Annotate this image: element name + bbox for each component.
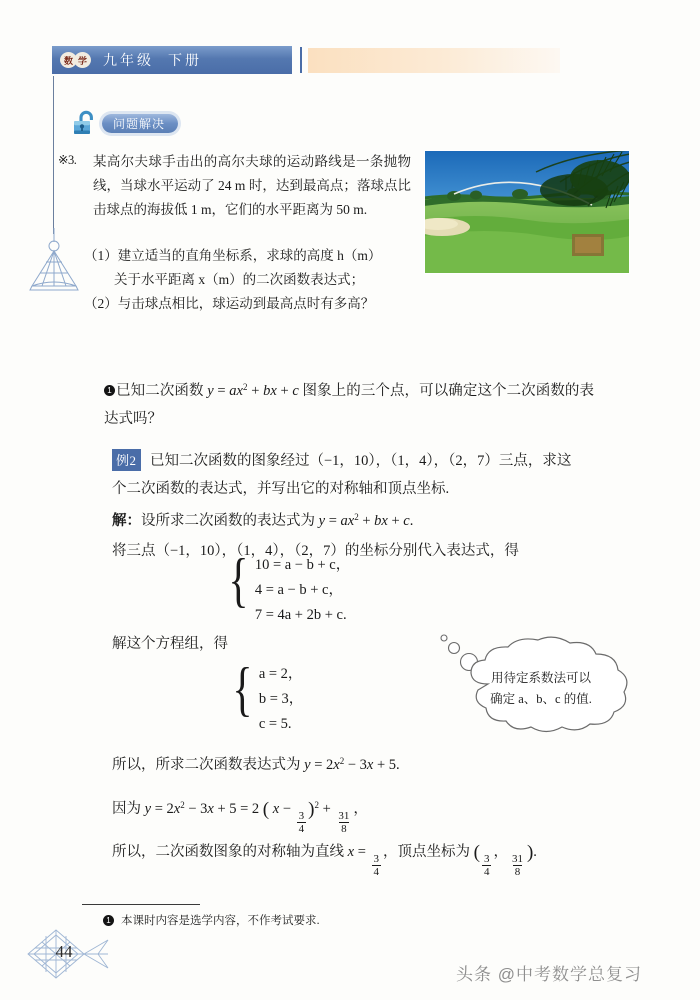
header-volume: 下册 <box>168 54 202 69</box>
question-formula: y <box>207 383 214 399</box>
solution-block <box>112 502 597 566</box>
problem-statement: 某高尔夫球手击出的高尔夫球的运动路线是一条抛物线，当球水平运动了 24 m 时，达到最高点；落球点比击球点的海拔低 1 m，它们的水平距离为 50 m. <box>93 154 411 217</box>
subject-logo-char-1: 数 <box>60 52 77 68</box>
page-number: 44 <box>55 942 73 961</box>
fraction-3-4-a: $\frac{3}{4}$ <box>298 810 305 835</box>
header-grade: 九年级 <box>103 54 154 69</box>
because-prefix: 因为 <box>112 801 145 817</box>
section-badge-label: 问题解决 <box>102 114 178 133</box>
example-line-1: 已知二次函数的图象经过（−1，10），（1，4），（2，7）三点，求这 <box>150 453 572 469</box>
problem-number: ※3. <box>58 153 77 167</box>
header-peach-bar <box>308 48 560 73</box>
problem-sub2: （2）与击球点相比，球运动到最高点时有多高？ <box>84 296 375 311</box>
subject-logo-char-2: 学 <box>74 52 91 68</box>
thought-bubble-text <box>466 668 616 710</box>
equation-system-1 <box>224 547 351 628</box>
left-brace-2: { <box>232 656 253 722</box>
problem-sub1-cont: 关于水平距离 x（m）的二次函数表达式； <box>114 272 365 287</box>
equation-1-row-1: 10 = a − b + c， <box>254 557 351 573</box>
header-divider <box>300 47 302 73</box>
problem-subquestions <box>84 244 414 316</box>
footnote-marker: 1 <box>103 915 114 926</box>
equation-system-2 <box>228 656 304 737</box>
fraction-3-4-b: $\frac{3}{4}$ <box>373 853 379 878</box>
final-prefix: 所以，二次函数图象的对称轴为直线 <box>112 844 348 860</box>
header-blue-bar <box>52 46 292 74</box>
example-badge: 例2 <box>112 449 141 471</box>
fraction-31-8-b: $\frac{31}{8}$ <box>511 853 523 878</box>
golf-course-illustration <box>424 150 630 274</box>
fraction-3-4-c: $\frac{3}{4}$ <box>483 853 490 878</box>
golf-course-photo <box>424 150 630 274</box>
vertex-form-line: 因为 $y = 2x^2 - 3x + 5 = 2$ ( x − $\frac{3}{4}$ )$^2$ + $\frac{31}{8}$ ， <box>112 799 368 835</box>
question-text-b: 图象上的三个点，可以确定这个二次函数的表达式吗？ <box>104 383 595 427</box>
solution-line-1: 解：设所求二次函数的表达式为 $y = ax^2$ + bx + c. <box>112 512 414 529</box>
footnote-text: 本课时内容是选学内容，不作考试要求. <box>121 915 320 927</box>
axis-vertex-line: 所以，二次函数图象的对称轴为直线 x = $\frac{3}{4}$ ，顶点坐标为 ( $\frac{3}{4}$ ， $\frac{31}{8}$ ). <box>112 842 537 878</box>
solution-setup-text: 设所求二次函数的表达式为 <box>141 513 319 529</box>
inline-question: 1 已知二次函数 $y = ax^2$ + bx + c 图象上的三个点，可以确定这个二次函数的表达式吗？ <box>104 382 595 427</box>
left-brace-1: { <box>228 547 249 613</box>
bubble-line-2: 确定 a、b、c 的值. <box>490 692 592 706</box>
equation-1-row-3: 7 = 4a + 2b + c. <box>254 607 347 623</box>
solution-line-2: 将三点（−1，10），（1，4），（2，7）的坐标分别代入表达式，得 <box>112 543 519 559</box>
left-vertical-rule <box>53 76 54 234</box>
watermark: 头条 @中考数学总复习 <box>456 965 642 984</box>
question-text-a: 已知二次函数 <box>116 383 208 399</box>
footnote-rule <box>82 904 200 905</box>
subject-logo <box>60 52 91 68</box>
footnote-marker-inline: 1 <box>104 385 115 396</box>
example-line-2: 个二次函数的表达式，并写出它的对称轴和顶点坐标. <box>112 481 450 497</box>
footnote <box>103 912 320 928</box>
page-header <box>0 46 700 76</box>
lock-icon <box>70 108 100 138</box>
bubble-line-1: 用待定系数法可以 <box>490 671 591 685</box>
final-middle: 顶点坐标为 <box>397 844 474 860</box>
section-badge <box>70 106 178 140</box>
solve-system-text: 解这个方程组，得 <box>112 636 228 652</box>
equation-2-row-1: a = 2， <box>258 666 303 682</box>
equation-1-row-2: 4 = a − b + c， <box>254 582 343 598</box>
solution-label: 解： <box>112 513 141 529</box>
conclusion-expression-line: 所以，所求二次函数表达式为 $y = 2x^2 - 3x + 5$. <box>112 756 400 773</box>
problem-sub1-lead: （1）建立适当的直角坐标系，求球的高度 h（m） <box>84 248 382 263</box>
equation-2-row-3: c = 5. <box>258 716 292 732</box>
compass-ornament-icon <box>22 228 86 294</box>
equation-2-row-2: b = 3， <box>258 691 304 707</box>
fraction-31-8-a: $\frac{31}{8}$ <box>338 810 350 835</box>
conclusion-prefix: 所以，所求二次函数表达式为 <box>112 757 305 773</box>
